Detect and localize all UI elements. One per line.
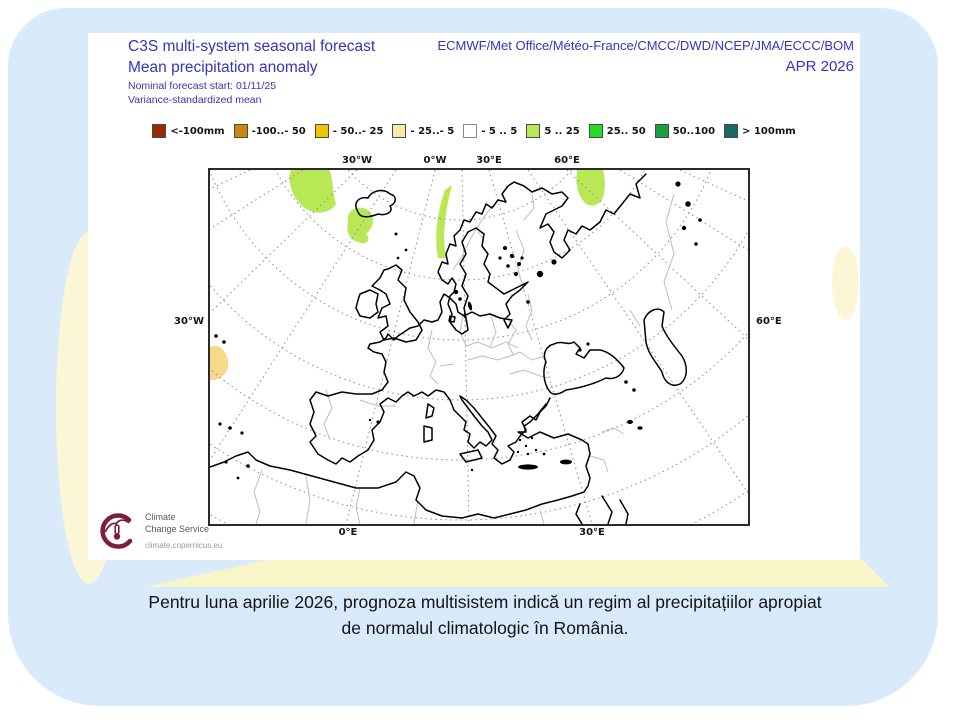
legend-label: 50..100 — [672, 125, 716, 137]
slide-caption — [30, 589, 940, 642]
legend-swatch — [724, 124, 738, 138]
europe-map-svg — [210, 170, 748, 524]
legend-label: - 5 .. 5 — [481, 125, 518, 137]
caption-line1: Pentru luna aprilie 2026, prognoza multisistem indică un regim al precipitațiilor apropiat — [148, 592, 822, 612]
legend-item — [526, 124, 579, 138]
legend-swatch — [655, 124, 669, 138]
legend-label: > 100mm — [742, 125, 796, 137]
caption-line2: de normalul climatologic în România. — [341, 618, 629, 639]
legend-swatch — [526, 124, 540, 138]
panel-title-block — [128, 37, 375, 107]
map-bottom-label-0e: 0°E — [338, 527, 358, 538]
legend-label: - 25..- 5 — [410, 125, 455, 137]
legend-item — [152, 124, 224, 138]
forecast-panel — [88, 33, 860, 560]
logo-text — [145, 512, 222, 550]
contributing-centres: ECMWF/Met Office/Météo-France/CMCC/DWD/NCEP/JMA/ECCC/BOM — [437, 38, 854, 53]
legend-label: -100..- 50 — [251, 125, 306, 137]
color-legend — [88, 124, 860, 138]
logo-name-line2: Change Service — [145, 523, 210, 534]
legend-swatch — [234, 124, 248, 138]
legend-item — [724, 124, 796, 138]
legend-label: 25.. 50 — [606, 125, 646, 137]
map-top-label-0w: 0°W — [423, 155, 447, 166]
legend-item — [234, 124, 306, 138]
legend-label: <-100mm — [170, 125, 225, 137]
map-top-label-60e: 60°E — [554, 155, 580, 166]
legend-label: 5 .. 25 — [544, 125, 580, 137]
legend-swatch — [589, 124, 603, 138]
valid-month: APR 2026 — [785, 58, 854, 75]
legend-item — [315, 124, 384, 138]
logo-url: climate.copernicus.eu — [145, 540, 223, 550]
map-right-label: 60°E — [756, 316, 782, 327]
legend-swatch — [463, 124, 477, 138]
europe-forecast-map — [208, 168, 750, 526]
legend-item — [463, 124, 517, 138]
variance-text: Variance-standardized mean — [128, 94, 262, 107]
legend-swatch — [392, 124, 406, 138]
map-top-label-30e: 30°E — [476, 155, 502, 166]
logo-name-line1: Climate — [145, 512, 176, 523]
legend-swatch — [152, 124, 166, 138]
copernicus-logo — [96, 510, 222, 552]
map-left-label: 30°W — [174, 316, 204, 327]
forecast-start-text: Nominal forecast start: 01/11/25 — [128, 79, 277, 92]
legend-item — [589, 124, 646, 138]
decorative-blob-right — [832, 246, 859, 320]
country-borders — [254, 194, 674, 524]
legend-item — [392, 124, 454, 138]
panel-subtitle: Mean precipitation anomaly — [128, 58, 318, 76]
legend-label: - 50..- 25 — [332, 125, 384, 137]
anomaly-patches — [210, 170, 605, 380]
map-top-label-30w: 30°W — [342, 155, 372, 166]
lakes-islands — [214, 181, 702, 479]
legend-item — [655, 124, 715, 138]
coastlines — [210, 174, 686, 524]
map-bottom-label-30e: 30°E — [579, 527, 605, 538]
legend-swatch — [315, 124, 329, 138]
panel-title: C3S multi-system seasonal forecast — [128, 38, 376, 55]
climate-change-service-icon — [96, 510, 138, 552]
